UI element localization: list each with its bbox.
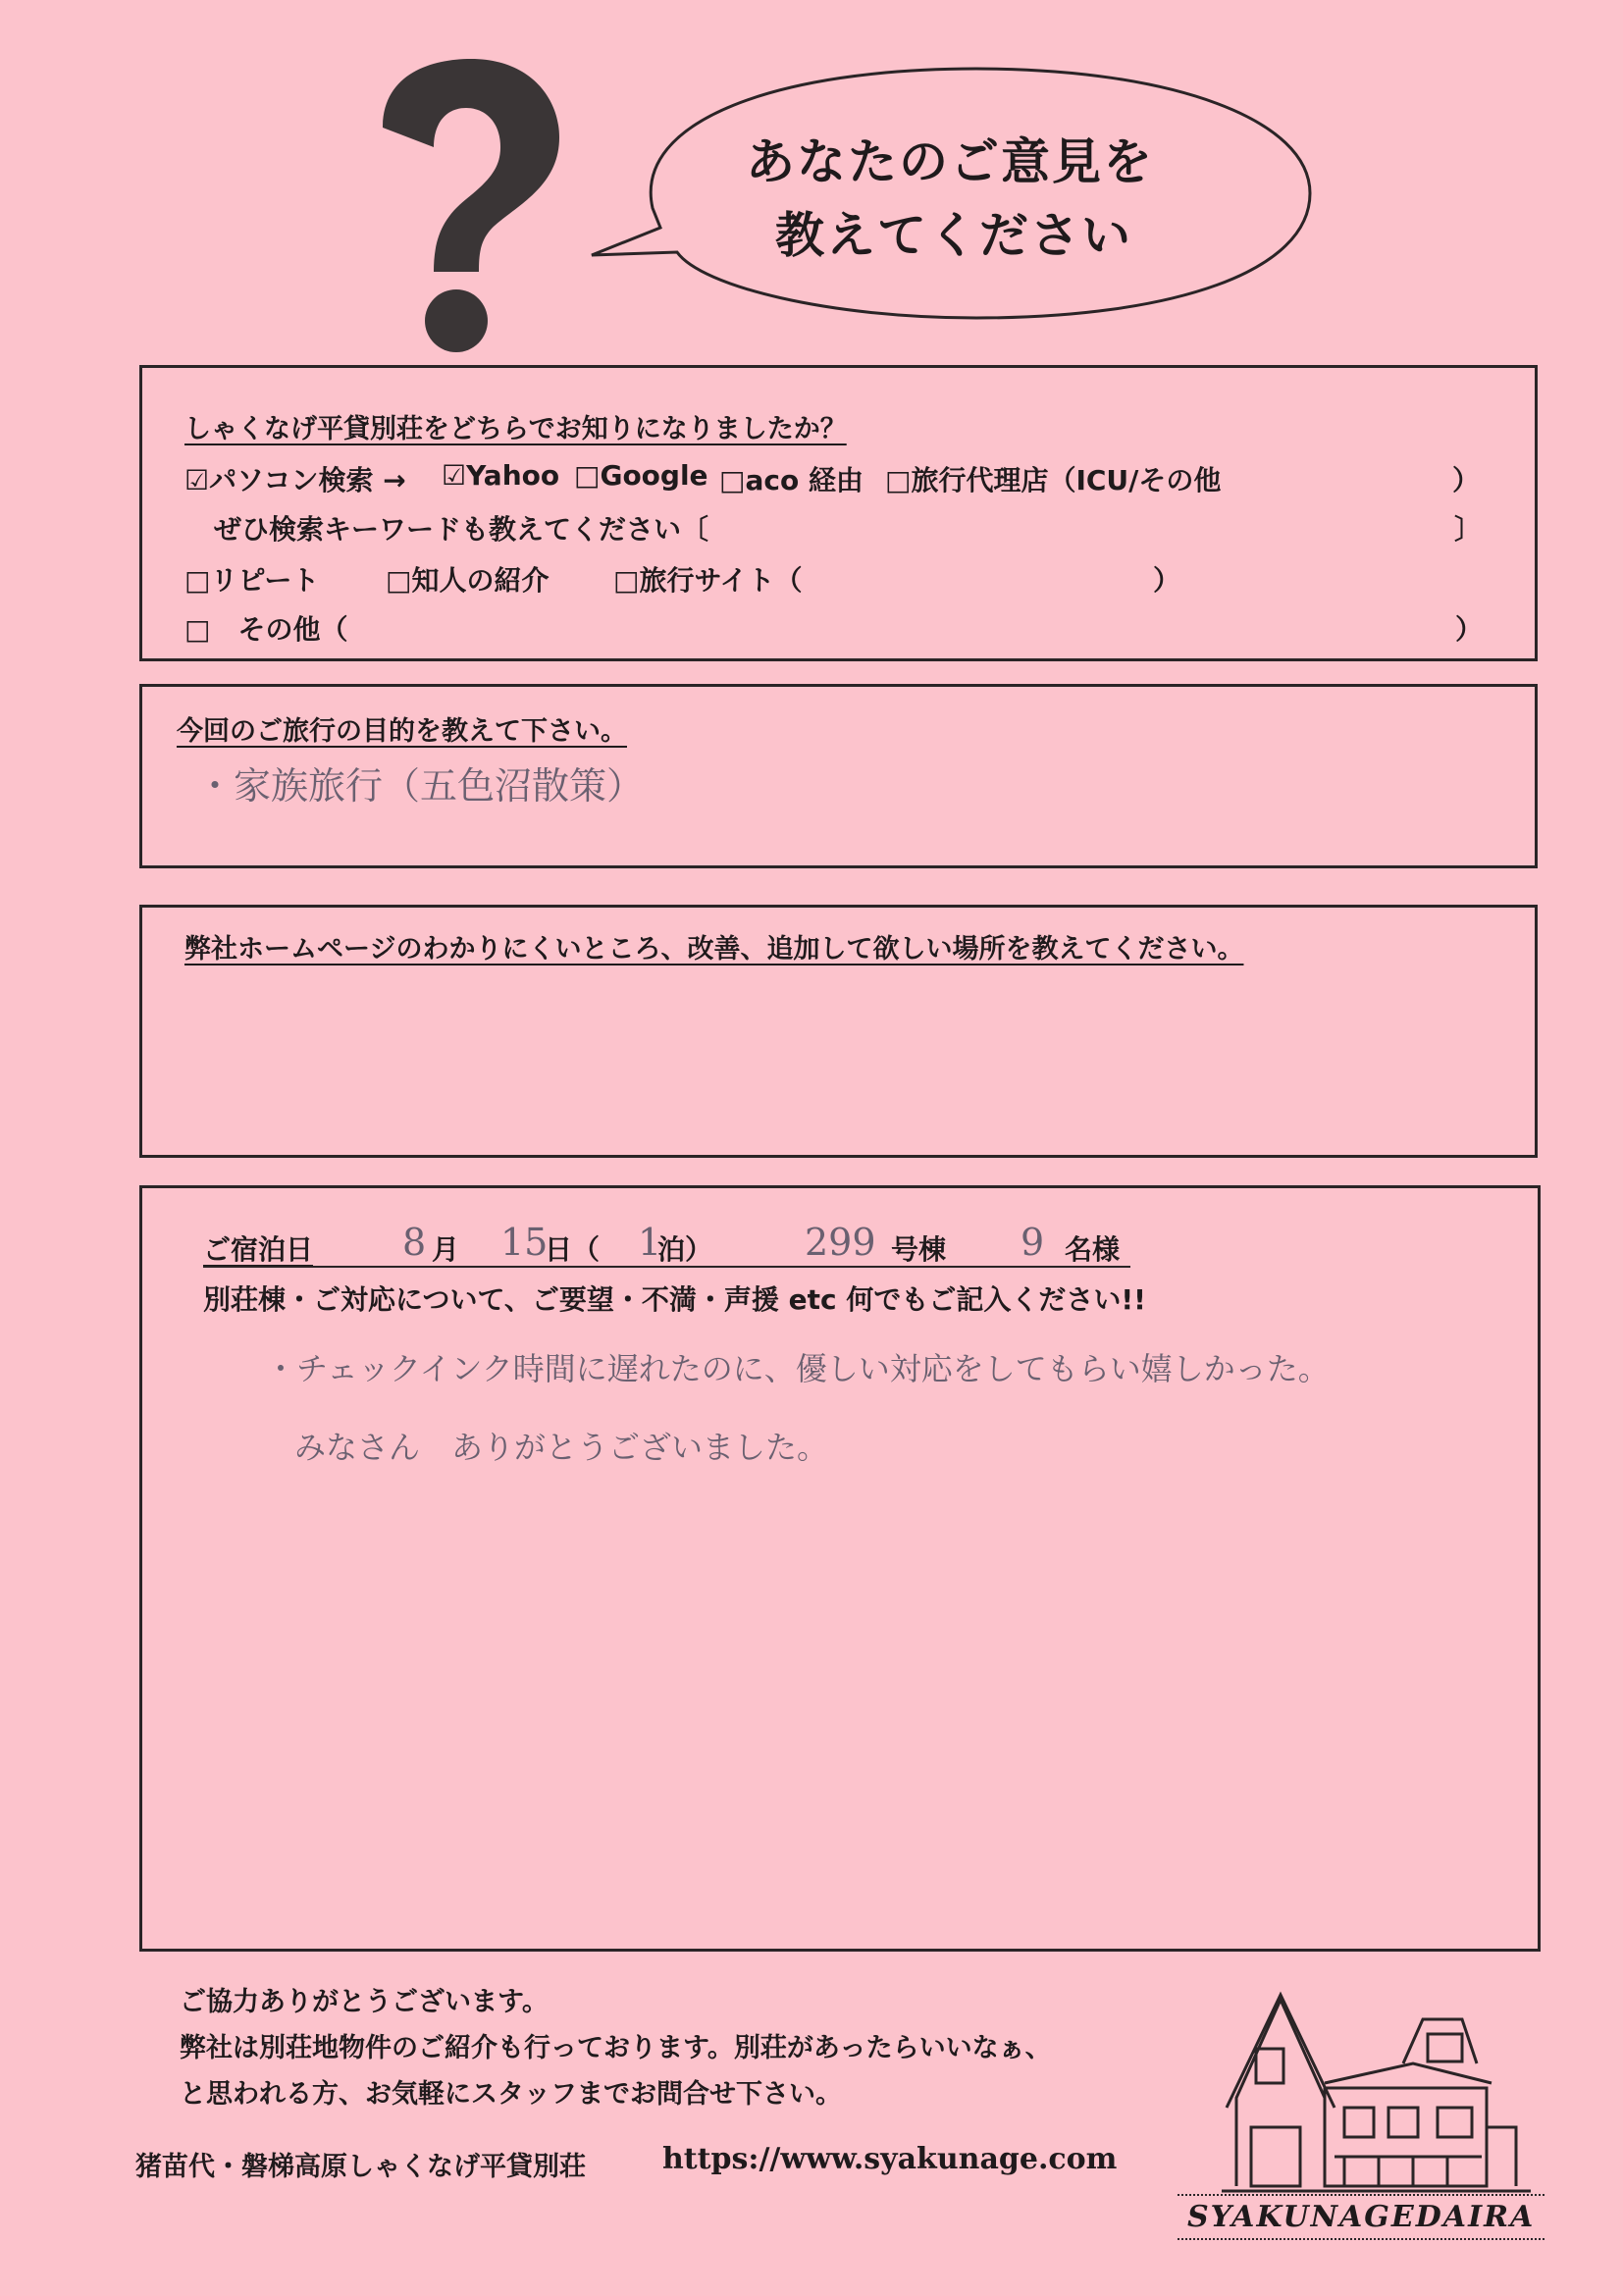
stay-date-underline	[203, 1266, 1130, 1268]
stay-date-label: ご宿泊日	[203, 1233, 314, 1266]
yahoo-checkbox[interactable]: ☑Yahoo	[442, 459, 560, 492]
request-label: 別荘棟・ご対応について、ご要望・不満・声援 etc 何でもご記入ください!!	[203, 1283, 1146, 1316]
homepage-feedback-question: 弊社ホームページのわかりにくいところ、改善、追加して欲しい場所を教えてください。	[184, 934, 1244, 965]
pc-search-checkbox[interactable]: ☑パソコン検索 →	[184, 464, 406, 496]
aco-checkbox[interactable]: □aco 経由	[719, 464, 864, 496]
comment-line-1: ・チェックインク時間に遅れたのに、優しい対応をしてもらい嬉しかった。	[265, 1350, 1330, 1387]
thanks-text: ご協力ありがとうございます。	[180, 1987, 549, 2017]
friend-referral-checkbox[interactable]: □知人の紹介	[386, 564, 550, 597]
stay-month-unit: 月	[432, 1233, 460, 1266]
speech-bubble	[584, 61, 1320, 326]
comment-line-2: みなさん ありがとうございました。	[294, 1429, 829, 1466]
stay-nights-unit: 泊）	[657, 1233, 713, 1266]
keyword-label: ぜひ検索キーワードも教えてください〔	[214, 513, 709, 546]
question-mark-icon	[363, 54, 569, 358]
purpose-question: 今回のご旅行の目的を教えて下さい。	[177, 716, 627, 747]
other-checkbox[interactable]: □ その他（	[184, 613, 348, 646]
building-number-value: 299	[805, 1221, 876, 1264]
purpose-answer: ・家族旅行（五色沼散策）	[196, 764, 645, 808]
travel-site-paren-close: ）	[1153, 564, 1181, 597]
stay-nights-value: 1	[638, 1221, 662, 1264]
villa-house-illustration	[1207, 1990, 1541, 2196]
guest-count-unit: 名様	[1065, 1233, 1121, 1266]
property-intro-text: 弊社は別荘地物件のご紹介も行っております。別荘があったらいいなぁ、	[180, 2033, 1052, 2063]
bubble-title-line1: あなたのご意見を	[746, 133, 1154, 190]
company-url[interactable]: https://www.syakunage.com	[662, 2142, 1118, 2176]
travel-agency-checkbox[interactable]: □旅行代理店（ICU/その他	[885, 464, 1222, 496]
stay-day-unit: 日（	[545, 1233, 601, 1266]
travel-site-checkbox[interactable]: □旅行サイト（	[613, 564, 803, 597]
bubble-title-line2: 教えてください	[775, 207, 1132, 264]
building-number-unit: 号棟	[891, 1233, 947, 1266]
stay-day-value: 15	[500, 1221, 549, 1264]
source-question: しゃくなげ平貸別荘をどちらでお知りになりましたか？	[184, 414, 847, 444]
agency-paren-close: ）	[1452, 464, 1481, 496]
keyword-bracket-close: 〕	[1454, 513, 1483, 546]
logo-name: SYAKUNAGEDAIRA	[1178, 2194, 1544, 2240]
other-paren-close: ）	[1455, 613, 1484, 646]
repeat-checkbox[interactable]: □リピート	[184, 564, 320, 597]
contact-text: と思われる方、お気軽にスタッフまでお問合せ下さい。	[180, 2079, 842, 2110]
google-checkbox[interactable]: □Google	[574, 459, 708, 492]
company-name: 猪苗代・磐梯高原しゃくなげ平貸別荘	[135, 2152, 586, 2182]
guest-count-value: 9	[1021, 1221, 1045, 1264]
stay-month-value: 8	[402, 1221, 427, 1264]
